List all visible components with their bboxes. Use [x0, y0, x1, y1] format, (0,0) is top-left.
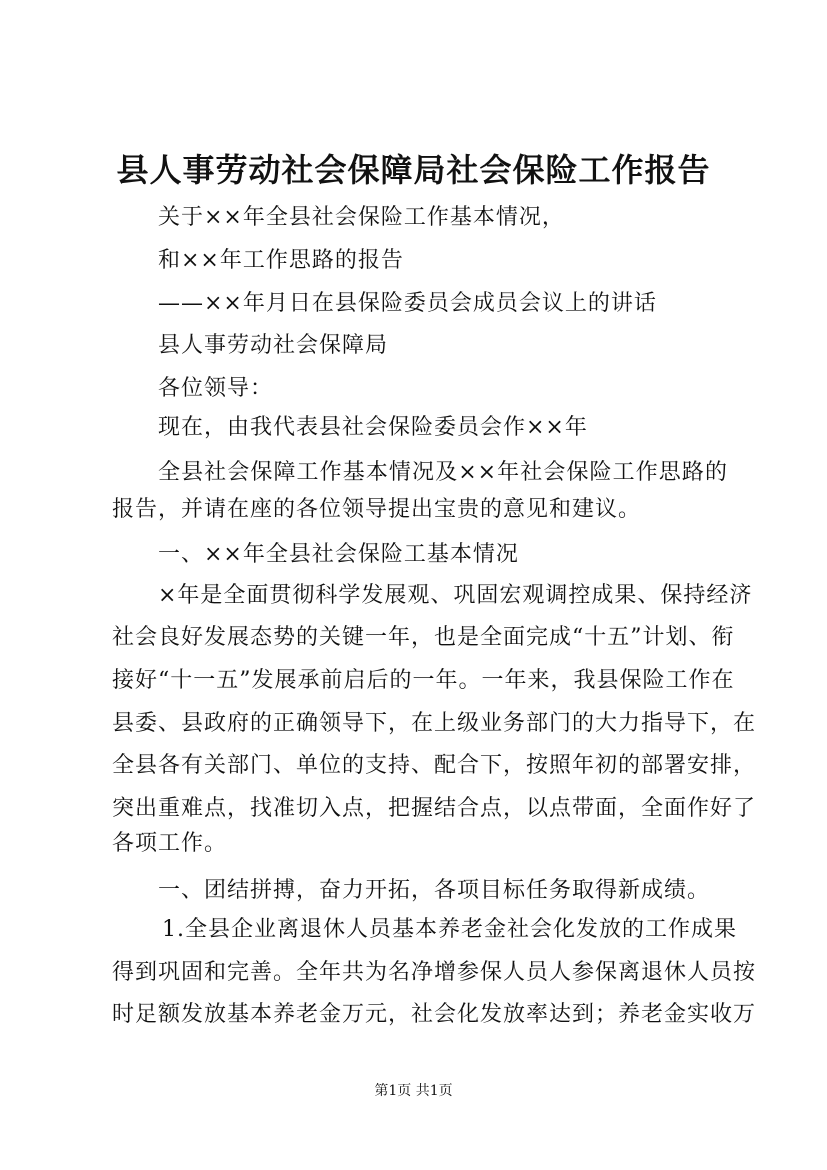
document-title: 县人事劳动社会保障局社会保险工作报告 — [116, 151, 711, 189]
text-line: 和××年工作思路的报告 — [158, 248, 404, 273]
text-line: 报告，并请在座的各位领导提出宝贵的意见和建议。 — [112, 497, 642, 522]
text-line: 各项工作。 — [112, 831, 228, 856]
text-line: 全县社会保障工作基本情况及××年社会保险工作思路的 — [158, 460, 728, 485]
text-line: ×年是全面贯彻科学发展观、巩固宏观调控成果、保持经济 — [158, 583, 753, 608]
text-line: 现在，由我代表县社会保险委员会作××年 — [158, 415, 588, 440]
text-line: 突出重难点，找准切入点，把握结合点，以点带面，全面作好了 — [112, 796, 757, 821]
section-heading: 一、团结拼搏，奋力开拓，各项目标任务取得新成绩。 — [158, 878, 711, 903]
text-line: ——××年月日在县保险委员会成员会议上的讲话 — [158, 291, 657, 316]
text-line: 县人事劳动社会保障局 — [158, 333, 389, 358]
section-heading: 一、××年全县社会保险工基本情况 — [158, 542, 519, 567]
text-line: 关于××年全县社会保险工作基本情况， — [158, 205, 565, 230]
text-line: 全县各有关部门、单位的支持、配合下，按照年初的部署安排， — [112, 753, 757, 778]
text-line: 县委、县政府的正确领导下，在上级业务部门的大力指导下，在 — [112, 711, 757, 736]
text-line: 得到巩固和完善。全年共为名净增参保人员人参保离退休人员按 — [112, 960, 757, 985]
text-line: 时足额发放基本养老金万元，社会化发放率达到；养老金实收万 — [112, 1002, 757, 1027]
text-line: 各位领导： — [158, 376, 274, 401]
page-footer: 第1页 共1页 — [374, 1083, 453, 1099]
text-line: 社会良好发展态势的关键一年，也是全面完成“十五”计划、衔 — [112, 625, 735, 650]
text-line: 接好“十一五”发展承前启后的一年。一年来，我县保险工作在 — [112, 668, 735, 693]
text-line: 1.全县企业离退休人员基本养老金社会化发放的工作成果 — [162, 917, 737, 942]
